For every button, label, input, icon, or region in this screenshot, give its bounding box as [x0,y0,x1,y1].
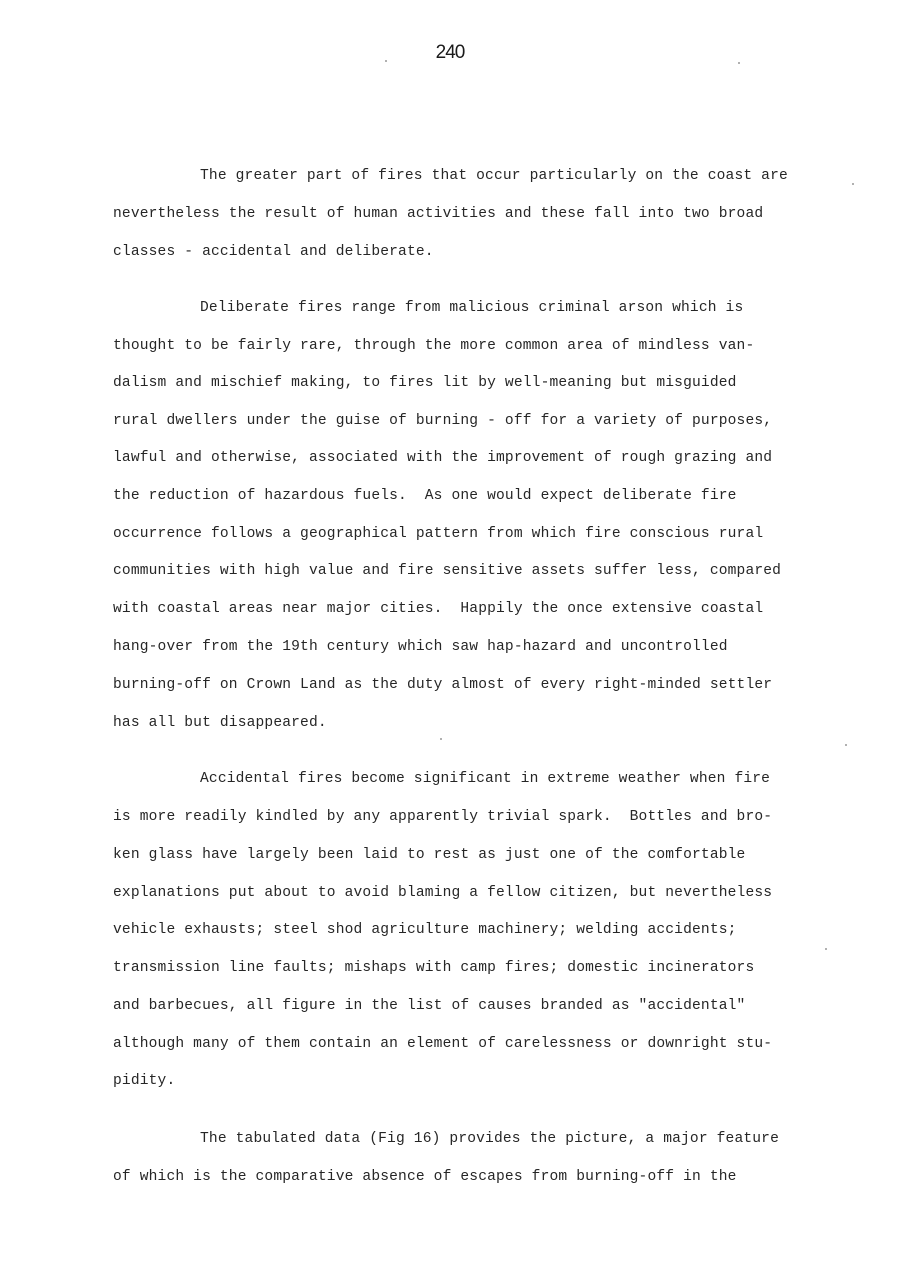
text-line: occurrence follows a geographical pattern from which fire conscious rural [113,526,764,542]
text-line: Accidental fires become significant in extreme weather when fire [200,771,771,787]
text-line: pidity. [113,1073,176,1089]
text-line: thought to be fairly rare, through the more common area of mindless van- [113,338,755,354]
scan-speck [440,738,442,740]
text-line: with coastal areas near major cities. Happily the once extensive coastal [113,601,764,617]
scan-speck [385,60,387,62]
text-line: rural dwellers under the guise of burning - off for a variety of purposes, [113,413,773,429]
scan-speck [738,62,740,64]
text-line: Deliberate fires range from malicious criminal arson which is [200,300,744,316]
text-line: ken glass have largely been laid to rest as just one of the comfortable [113,847,746,863]
scan-speck [845,744,847,746]
text-line: transmission line faults; mishaps with camp fires; domestic incinerators [113,960,755,976]
text-line: explanations put about to avoid blaming a fellow citizen, but nevertheless [113,885,773,901]
text-line: the reduction of hazardous fuels. As one would expect deliberate fire [113,488,737,504]
scan-speck [825,948,827,950]
text-line: vehicle exhausts; steel shod agriculture machinery; welding accidents; [113,922,737,938]
text-line: lawful and otherwise, associated with the improvement of rough grazing and [113,450,773,466]
text-line: The greater part of fires that occur particularly on the coast are [200,168,788,184]
scan-speck [852,183,854,185]
text-line: classes - accidental and deliberate. [113,244,434,260]
page-number: 240 [435,42,465,63]
text-line: dalism and mischief making, to fires lit by well-meaning but misguided [113,375,737,391]
text-line: hang-over from the 19th century which saw hap-hazard and uncontrolled [113,639,728,655]
text-line: communities with high value and fire sensitive assets suffer less, compared [113,563,782,579]
text-line: The tabulated data (Fig 16) provides the picture, a major feature [200,1131,779,1147]
text-line: burning-off on Crown Land as the duty almost of every right-minded settler [113,677,773,693]
text-line: although many of them contain an element of carelessness or downright stu- [113,1036,773,1052]
text-line: of which is the comparative absence of escapes from burning-off in the [113,1169,737,1185]
text-line: has all but disappeared. [113,715,327,731]
text-line: is more readily kindled by any apparently trivial spark. Bottles and bro- [113,809,773,825]
text-line: and barbecues, all figure in the list of causes branded as "accidental" [113,998,746,1014]
text-line: nevertheless the result of human activities and these fall into two broad [113,206,764,222]
